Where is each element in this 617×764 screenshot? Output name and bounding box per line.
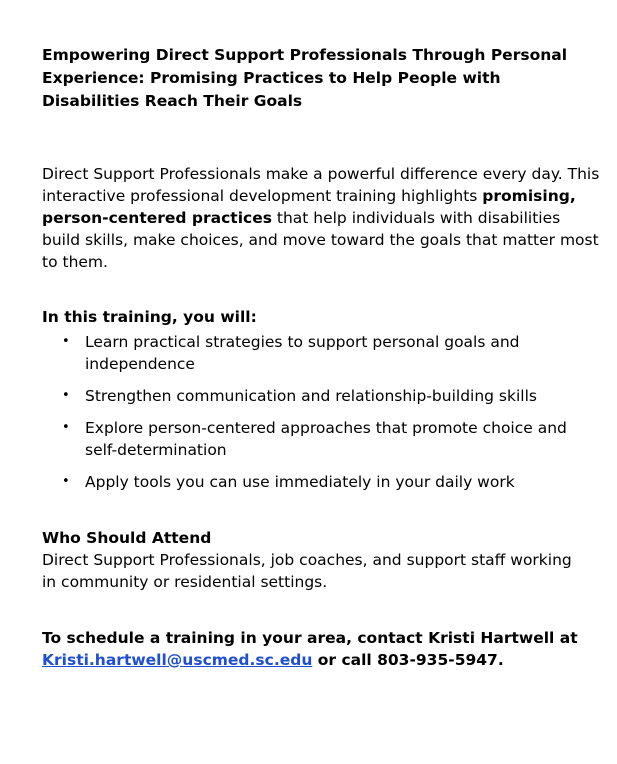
training-item [42, 417, 585, 461]
training-heading: In this training, you will: [42, 308, 257, 326]
document-title: Empowering Direct Support Professionals Through Personal Experience: Promising Practices to Help People with Disabilities Reach Their Goals [42, 46, 568, 110]
training-item-text: Strengthen communication and relationship-building skills [85, 387, 537, 405]
attend-heading: Who Should Attend [42, 529, 212, 547]
email-link[interactable]: Kristi.hartwell@uscmed.sc.edu [42, 651, 313, 669]
intro-text-end: that help individuals with disabilities build skills, make choices, and move toward the goals that matter most to them. [42, 209, 599, 271]
contact-text-end: or call 803-935-5947. [312, 651, 504, 669]
intro-bold-text: promising, person-centered practices [42, 187, 576, 227]
contact-paragraph [42, 627, 582, 671]
training-item-text: Explore person-centered approaches that promote choice and self-determination [85, 419, 567, 459]
bullet-icon: • [62, 334, 70, 349]
training-item [42, 471, 585, 493]
training-item-text: Apply tools you can use immediately in your daily work [85, 473, 515, 491]
attend-text: Direct Support Professionals, job coaches, and support staff working in community or residential settings. [42, 551, 572, 591]
document-page [42, 44, 602, 671]
bullet-icon: • [62, 388, 70, 403]
contact-text-start: To schedule a training in your area, contact Kristi Hartwell at [42, 629, 578, 647]
training-list [42, 331, 602, 493]
training-item [42, 385, 585, 407]
intro-text-start: Direct Support Professionals make a powerful difference every day. This interactive professional development training highlights [42, 165, 600, 205]
training-item-text: Learn practical strategies to support personal goals and independence [85, 333, 520, 373]
intro-paragraph [42, 163, 602, 273]
training-item [42, 331, 585, 375]
bullet-icon: • [62, 474, 70, 489]
bullet-icon: • [62, 420, 70, 435]
